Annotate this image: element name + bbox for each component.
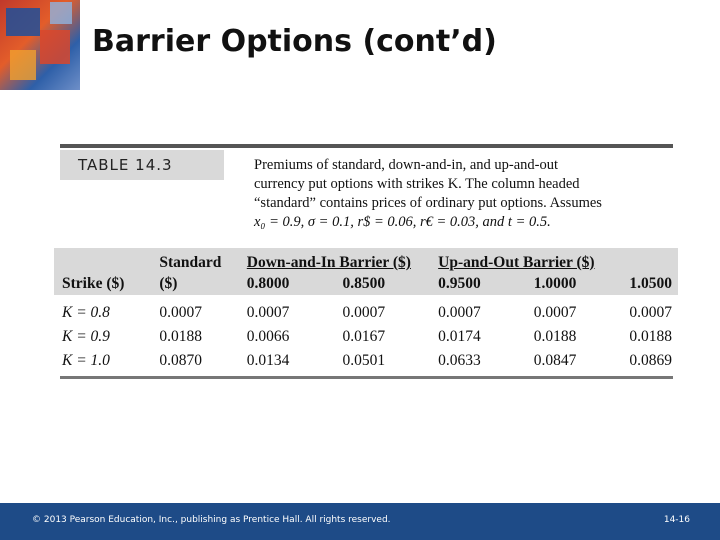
value-cell: 0.0066 (246, 328, 290, 345)
table-row (54, 349, 678, 373)
header-barrier-level: 1.0000 (533, 274, 577, 292)
table-top-rule (60, 144, 673, 148)
header-strike: Strike ($) (62, 274, 125, 292)
table-bottom-rule (60, 376, 673, 379)
value-cell: 0.0007 (342, 304, 386, 321)
header-empty-cell (629, 248, 678, 272)
value-cell: 0.0007 (246, 304, 290, 321)
table-label: TABLE 14.3 (60, 150, 224, 180)
header-barrier-level: 0.8500 (342, 274, 386, 292)
value-cell: 0.0188 (533, 328, 577, 345)
value-cell: 0.0870 (159, 352, 202, 369)
header-barrier-level: 0.9500 (438, 274, 481, 292)
value-cell: 0.0007 (629, 304, 672, 321)
header-barrier-level: 0.8000 (246, 274, 290, 292)
value-cell: 0.0869 (629, 352, 672, 369)
strike-cell: K = 0.8 (62, 304, 110, 321)
premiums-table (54, 248, 678, 373)
copyright-text: © 2013 Pearson Education, Inc., publishing as Prentice Hall. All rights reserved. (32, 515, 391, 525)
header-standard-unit: ($) (159, 274, 178, 292)
strike-cell: K = 0.9 (62, 328, 110, 345)
header-barrier-level: 1.0500 (629, 274, 672, 292)
table-row (54, 295, 678, 325)
caption-line: Premiums of standard, down-and-in, and up-and-out (254, 157, 559, 173)
value-cell: 0.0501 (342, 352, 386, 369)
caption-formula-line: x₀ = 0.9, σ = 0.1, r$ = 0.06, r€ = 0.03, and t = 0.5. (254, 214, 551, 230)
header-down-and-in-group: Down-and-In Barrier ($) (246, 254, 411, 271)
header-standard: Standard (159, 254, 222, 271)
value-cell: 0.0134 (246, 352, 290, 369)
header-up-and-out-group: Up-and-Out Barrier ($) (438, 254, 595, 271)
table-row (54, 325, 678, 349)
header-empty-cell (54, 248, 151, 272)
value-cell: 0.0007 (533, 304, 577, 321)
footer-bar (0, 503, 720, 540)
caption-line: “standard” contains prices of ordinary put options. Assumes (254, 195, 602, 211)
slide-title: Barrier Options (cont’d) (92, 24, 497, 59)
value-cell: 0.0633 (438, 352, 481, 369)
value-cell: 0.0847 (533, 352, 577, 369)
value-cell: 0.0174 (438, 328, 481, 345)
value-cell: 0.0167 (342, 328, 386, 345)
corner-decoration-image (0, 0, 80, 90)
value-cell: 0.0007 (159, 304, 202, 321)
strike-cell: K = 1.0 (62, 352, 110, 369)
value-cell: 0.0007 (438, 304, 481, 321)
caption-line: currency put options with strikes K. The column headed (254, 176, 580, 192)
value-cell: 0.0188 (159, 328, 202, 345)
page-number: 14-16 (663, 515, 690, 525)
table-caption (254, 156, 674, 232)
value-cell: 0.0188 (629, 328, 672, 345)
